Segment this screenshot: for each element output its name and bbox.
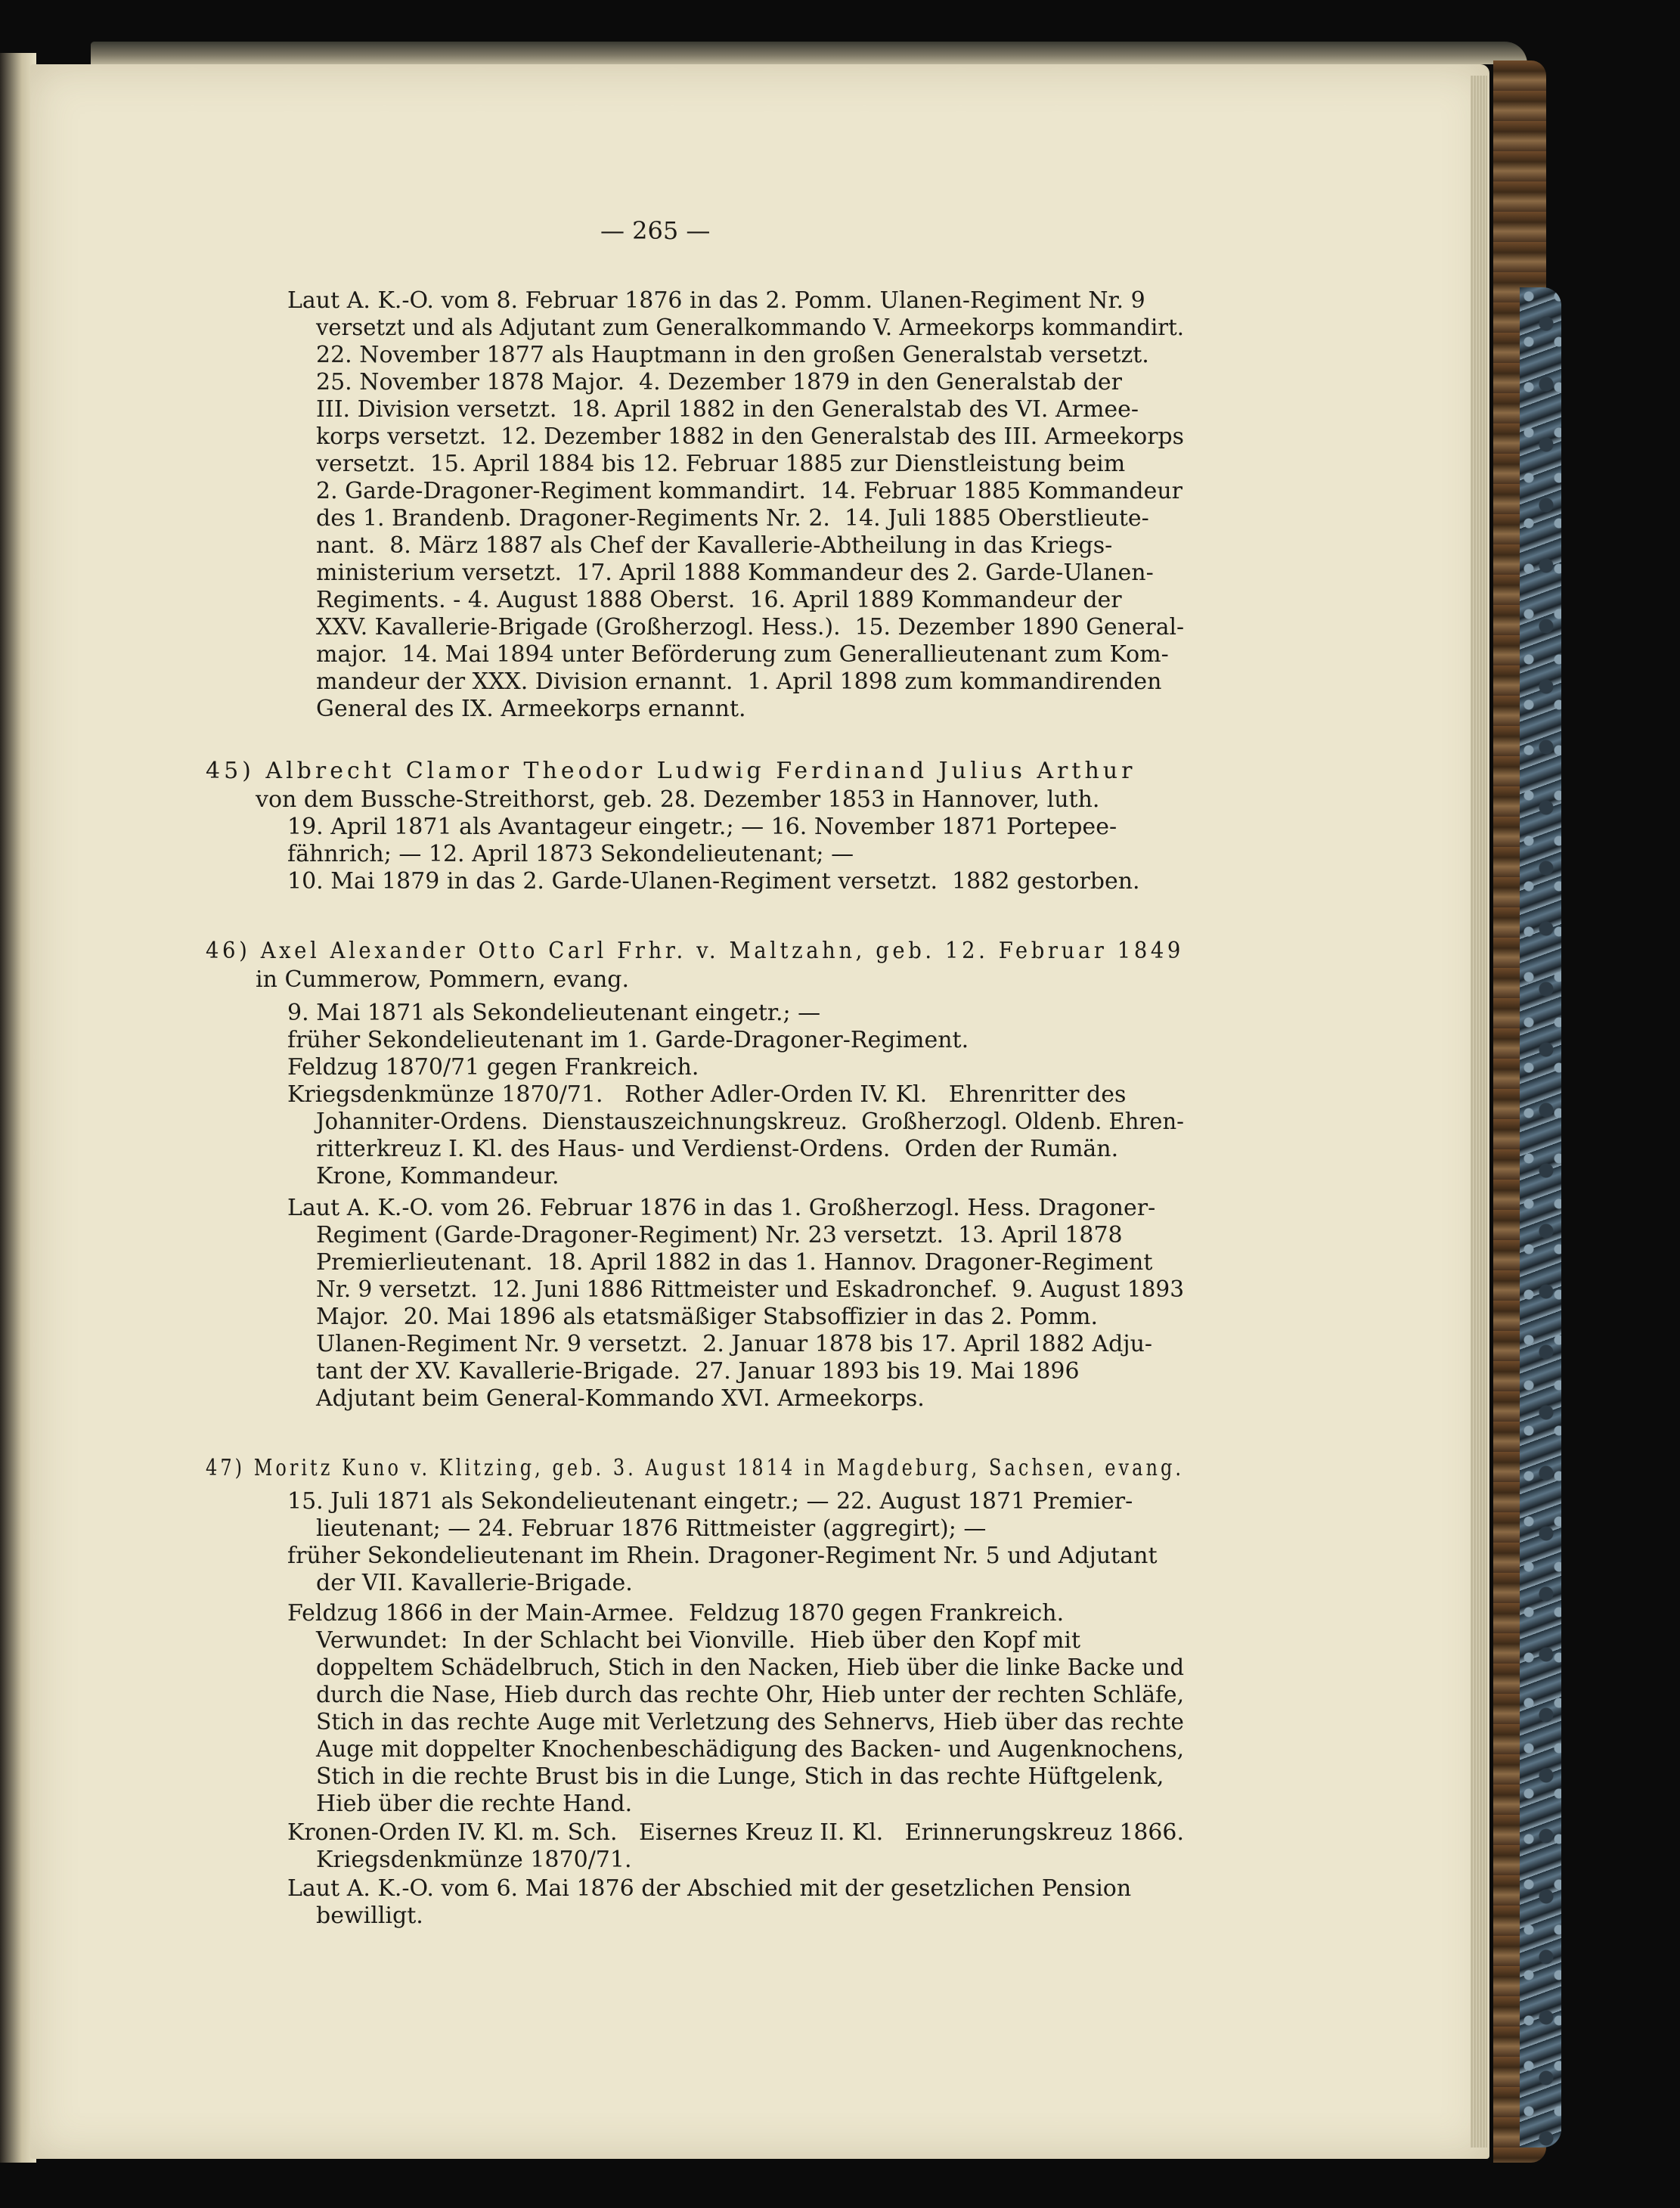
text-line: Major. 20. Mai 1896 als etatsmäßiger Stabsoffizier in das 2. Pomm. xyxy=(316,1304,1099,1330)
text-line: Auge mit doppelter Knochenbeschädigung des Backen- und Augenknochens, xyxy=(316,1736,1184,1763)
text-line: Stich in das rechte Auge mit Verletzung des Sehnervs, Hieb über das rechte xyxy=(316,1709,1184,1735)
page-fore-edge xyxy=(1471,76,1487,2148)
text-line: des 1. Brandenb. Dragoner-Regiments Nr. 2. 14. Juli 1885 Oberstlieute- xyxy=(316,505,1149,532)
text-line: 25. November 1878 Major. 4. Dezember 1879 in den Generalstab der xyxy=(316,369,1122,395)
text-line: ministerium versetzt. 17. April 1888 Kommandeur des 2. Garde-Ulanen- xyxy=(316,560,1154,586)
text-line: Laut A. K.-O. vom 26. Februar 1876 in das 1. Großherzogl. Hess. Dragoner- xyxy=(287,1195,1156,1221)
text-line: korps versetzt. 12. Dezember 1882 in den Generalstab des III. Armeekorps xyxy=(316,423,1184,450)
text-line: von dem Bussche-Streithorst, geb. 28. Dezember 1853 in Hannover, luth. xyxy=(256,786,1100,813)
text-line: Adjutant beim General-Kommando XVI. Armeekorps. xyxy=(316,1385,925,1412)
text-line: 22. November 1877 als Hauptmann in den großen Generalstab versetzt. xyxy=(316,342,1149,368)
text-line: Nr. 9 versetzt. 12. Juni 1886 Rittmeister und Eskadronchef. 9. August 1893 xyxy=(316,1276,1185,1303)
text-line: Kronen-Orden IV. Kl. m. Sch. Eisernes Kreuz II. Kl. Erinnerungskreuz 1866. xyxy=(287,1819,1184,1846)
text-line: ritterkreuz I. Kl. des Haus- und Verdienst-Ordens. Orden der Rumän. xyxy=(316,1136,1119,1162)
text-line: versetzt. 15. April 1884 bis 12. Februar 1885 zur Dienstleistung beim xyxy=(316,451,1126,477)
text-line: Laut A. K.-O. vom 6. Mai 1876 der Abschied mit der gesetzlichen Pension xyxy=(287,1875,1132,1902)
text-line: Verwundet: In der Schlacht bei Vionville. Hieb über den Kopf mit xyxy=(316,1627,1081,1654)
text-line: Stich in die rechte Brust bis in die Lunge, Stich in das rechte Hüftgelenk, xyxy=(316,1763,1164,1790)
text-line: der VII. Kavallerie-Brigade. xyxy=(316,1570,633,1596)
marbled-cover xyxy=(1520,287,1561,2148)
text-line: major. 14. Mai 1894 unter Beförderung zum Generallieutenant zum Kom- xyxy=(316,641,1169,668)
text-line: Kriegsdenkmünze 1870/71. xyxy=(316,1847,632,1873)
text-line: Feldzug 1870/71 gegen Frankreich. xyxy=(287,1054,699,1081)
text-line: fähnrich; — 12. April 1873 Sekondelieutenant; — xyxy=(287,841,854,867)
text-line: früher Sekondelieutenant im 1. Garde-Dragoner-Regiment. xyxy=(287,1027,969,1053)
text-line: früher Sekondelieutenant im Rhein. Dragoner-Regiment Nr. 5 und Adjutant xyxy=(287,1543,1158,1569)
text-line: Kriegsdenkmünze 1870/71. Rother Adler-Orden IV. Kl. Ehrenritter des xyxy=(287,1081,1127,1108)
text-line: 2. Garde-Dragoner-Regiment kommandirt. 14. Februar 1885 Kommandeur xyxy=(316,478,1183,504)
text-line: Regiments. - 4. August 1888 Oberst. 16. April 1889 Kommandeur der xyxy=(316,587,1122,613)
text-line: 45) Albrecht Clamor Theodor Ludwig Ferdinand Julius Arthur xyxy=(206,758,1136,784)
text-line: Ulanen-Regiment Nr. 9 versetzt. 2. Januar 1878 bis 17. April 1882 Adju- xyxy=(316,1331,1153,1357)
text-line: 10. Mai 1879 in das 2. Garde-Ulanen-Regiment versetzt. 1882 gestorben. xyxy=(287,868,1140,895)
text-line: Laut A. K.-O. vom 8. Februar 1876 in das 2. Pomm. Ulanen-Regiment Nr. 9 xyxy=(287,287,1145,314)
text-line: 9. Mai 1871 als Sekondelieutenant eingetr.; — xyxy=(287,1000,821,1026)
text-line: 15. Juli 1871 als Sekondelieutenant eingetr.; — 22. August 1871 Premier- xyxy=(287,1488,1133,1515)
text-line: versetzt und als Adjutant zum Generalkommando V. Armeekorps kommandirt. xyxy=(316,315,1184,341)
text-line: lieutenant; — 24. Februar 1876 Rittmeister (aggregirt); — xyxy=(316,1515,987,1542)
text-line: in Cummerow, Pommern, evang. xyxy=(256,966,630,993)
text-line: Regiment (Garde-Dragoner-Regiment) Nr. 23 versetzt. 13. April 1878 xyxy=(316,1222,1123,1248)
text-line: 47) Moritz Kuno v. Klitzing, geb. 3. August 1814 in Magdeburg, Sachsen, evang. xyxy=(206,1455,1185,1481)
text-line: durch die Nase, Hieb durch das rechte Ohr, Hieb unter der rechten Schläfe, xyxy=(316,1682,1185,1708)
text-line: 46) Axel Alexander Otto Carl Frhr. v. Maltzahn, geb. 12. Februar 1849 xyxy=(206,938,1184,964)
text-line: Johanniter-Ordens. Dienstauszeichnungskreuz. Großherzogl. Oldenb. Ehren- xyxy=(316,1109,1184,1135)
page-number: — 265 — xyxy=(600,216,711,245)
text-line: Premierlieutenant. 18. April 1882 in das 1. Hannov. Dragoner-Regiment xyxy=(316,1249,1153,1276)
text-line: XXV. Kavallerie-Brigade (Großherzogl. Hess.). 15. Dezember 1890 General- xyxy=(316,614,1185,640)
text-line: General des IX. Armeekorps ernannt. xyxy=(316,696,746,722)
text-line: Hieb über die rechte Hand. xyxy=(316,1791,633,1817)
text-line: bewilligt. xyxy=(316,1903,423,1929)
text-line: 19. April 1871 als Avantageur eingetr.; — 16. November 1871 Portepee- xyxy=(287,814,1117,840)
text-line: mandeur der XXX. Division ernannt. 1. April 1898 zum kommandirenden xyxy=(316,668,1162,695)
page-top-edge xyxy=(91,42,1527,64)
text-line: nant. 8. März 1887 als Chef der Kavallerie-Abtheilung in das Kriegs- xyxy=(316,532,1113,559)
text-line: Feldzug 1866 in der Main-Armee. Feldzug 1870 gegen Frankreich. xyxy=(287,1600,1065,1627)
text-line: III. Division versetzt. 18. April 1882 in den Generalstab des VI. Armee- xyxy=(316,396,1139,423)
text-line: Krone, Kommandeur. xyxy=(316,1163,559,1189)
text-line: tant der XV. Kavallerie-Brigade. 27. Januar 1893 bis 19. Mai 1896 xyxy=(316,1358,1080,1385)
text-line: doppeltem Schädelbruch, Stich in den Nacken, Hieb über die linke Backe und xyxy=(316,1654,1185,1681)
